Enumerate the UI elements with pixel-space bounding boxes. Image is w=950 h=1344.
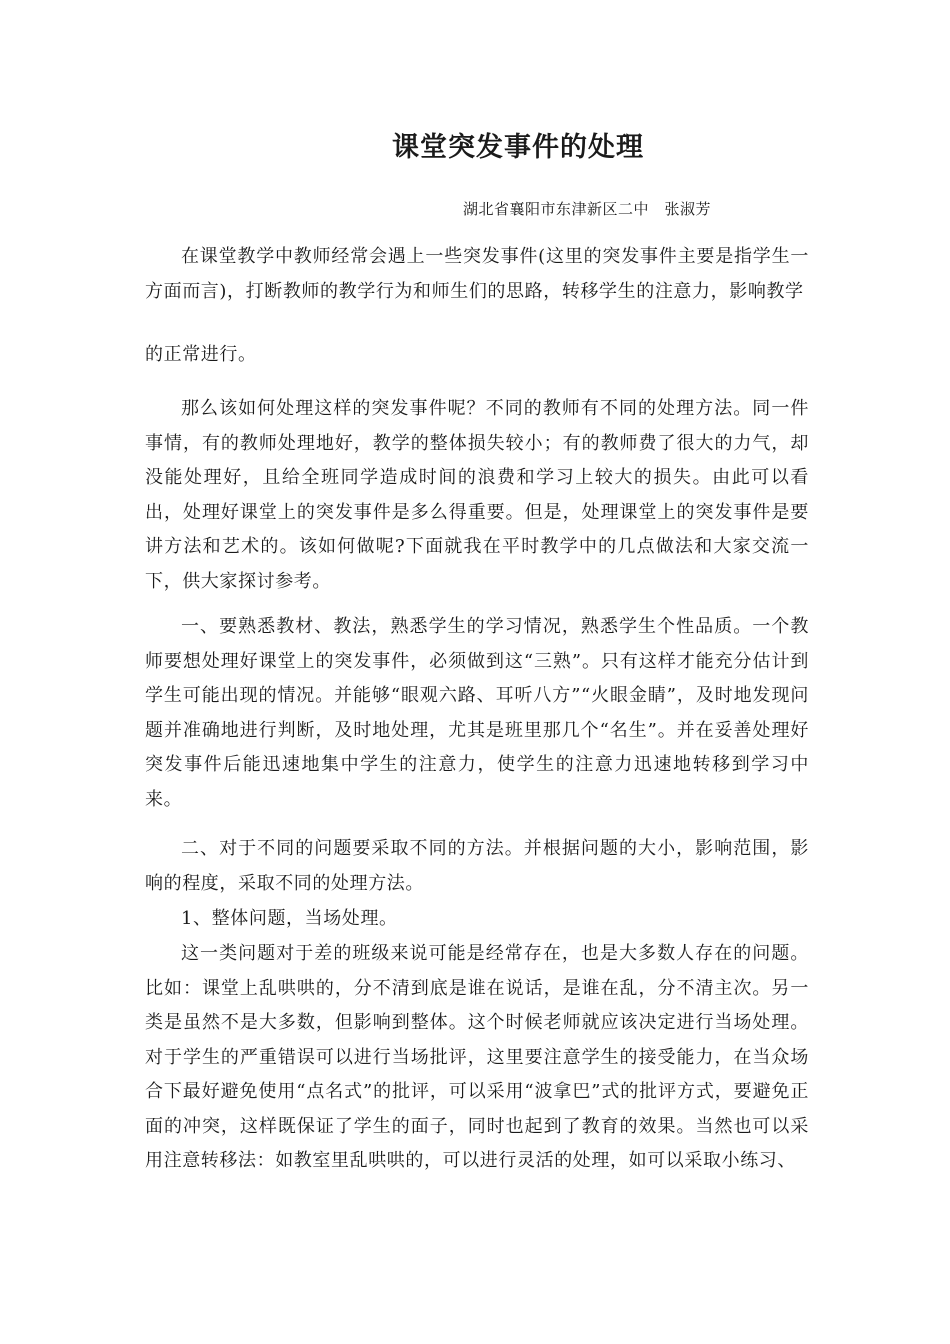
paragraph-intro: 在课堂教学中教师经常会遇上一些突发事件(这里的突发事件主要是指学生一方面而言)，打断教师的教学行为和师生们的思路，转移学生的注意力，影响教学 (145, 246, 809, 302)
author-line: 湖北省襄阳市东津新区二中 张淑芳 (463, 200, 712, 218)
paragraph-intro-continued: 的正常进行。 (145, 344, 257, 365)
paragraph-overall-problems: 这一类问题对于差的班级来说可能是经常存在，也是大多数人存在的问题。比如：课堂上乱哄哄的，分不清到底是谁在说话，是谁在乱，分不清主次。另一类是虽然不是大多数，但影响到整体。这个时候老师就应该决定进行当场处理。对于学生的严重错误可以进行当场批评，这里要注意学生的接受能力，在当众场合下最好避免使用“点名式”的批评，可以采用“波拿巴”式的批评方式，要避免正面的冲突，这样既保证了学生的面子，同时也起到了教育的效果。当然也可以采用注意转移法：如教室里乱哄哄的，可以进行灵活的处理，如可以采取小练习、 (145, 943, 809, 1171)
paragraph-point-two: 二、对于不同的问题要采取不同的方法。并根据问题的大小，影响范围，影响的程度，采取不同的处理方法。 (145, 838, 809, 894)
document-title: 课堂突发事件的处理 (392, 132, 644, 163)
subheading-overall-problems: 1、整体问题，当场处理。 (181, 908, 398, 929)
paragraph-point-one: 一、要熟悉教材、教法，熟悉学生的学习情况，熟悉学生个性品质。一个教师要想处理好课堂上的突发事件，必须做到这“三熟”。只有这样才能充分估计到学生可能出现的情况。并能够“眼观六路、耳听八方”“火眼金睛”，及时地发现问题并准确地进行判断，及时地处理，尤其是班里那几个“名生”。并在妥善处理好突发事件后能迅速地集中学生的注意力，使学生的注意力迅速地转移到学习中来。 (145, 616, 809, 810)
paragraph-question: 那么该如何处理这样的突发事件呢？不同的教师有不同的处理方法。同一件事情，有的教师处理地好，教学的整体损失较小；有的教师费了很大的力气，却没能处理好，且给全班同学造成时间的浪费和学习上较大的损失。由此可以看出，处理好课堂上的突发事件是多么得重要。但是，处理课堂上的突发事件是要讲方法和艺术的。该如何做呢?下面就我在平时教学中的几点做法和大家交流一下，供大家探讨参考。 (145, 398, 809, 592)
